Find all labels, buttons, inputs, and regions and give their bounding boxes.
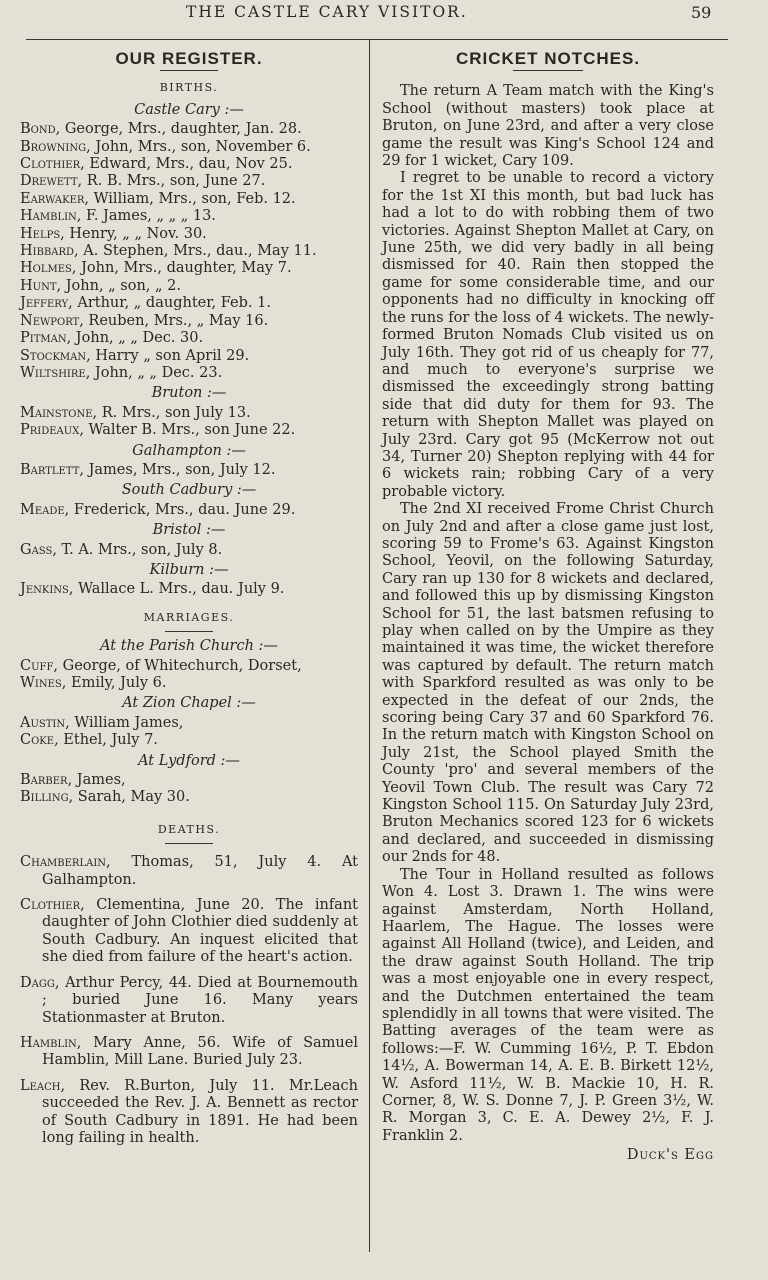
entry-details: Ethel, July 7. (58, 732, 158, 749)
entry-details: George, Mrs., daughter, Jan. 28. (60, 121, 302, 138)
entry-details: James, (72, 772, 126, 789)
register-entry (20, 295, 358, 312)
births-heading: BIRTHS. (159, 81, 219, 95)
entry-surname: Helps, (20, 225, 65, 242)
register-entry (20, 732, 358, 749)
register-entry (20, 173, 358, 190)
entry-details: Sarah, May 30. (73, 789, 190, 806)
cricket-paragraph: The return A Team match with the King's School (without masters) took place at Bruton, on June 23rd, and after a very close game the result was King's School 124 and 29 for 1 wicket, Cary 109. (382, 83, 714, 170)
entry-surname: Hibbard, (20, 243, 79, 260)
register-entry (20, 789, 358, 806)
register-entry (20, 462, 358, 479)
place-heading: Bruton :— (151, 385, 227, 402)
death-surname: Hamblin, (20, 1034, 82, 1051)
death-details: Rev. R.Burton, July 11. Mr.Leach succeeded the Rev. J. A. Bennett as rector of South Cadbury in 1891. He had been long failing in health. (42, 1077, 358, 1146)
entry-details: R. B. Mrs., son, June 27. (82, 173, 266, 190)
marriages-list (20, 638, 358, 807)
entry-surname: Wiltshire, (20, 364, 91, 381)
entry-surname: Browning, (20, 138, 91, 155)
place-heading: At Zion Chapel :— (122, 695, 256, 712)
register-entry (20, 260, 358, 277)
death-notice (20, 1035, 358, 1070)
death-notice (20, 897, 358, 967)
entry-details: Walter B. Mrs., son June 22. (83, 422, 296, 439)
cricket-title-rule (513, 70, 583, 71)
death-notice (20, 975, 358, 1027)
marriages-rule (165, 631, 213, 632)
entry-details: Henry, „ „ Nov. 30. (64, 225, 207, 242)
register-entry (20, 330, 358, 347)
entry-details: Arthur, „ daughter, Feb. 1. (72, 295, 271, 312)
entry-details: R. Mrs., son July 13. (97, 404, 251, 421)
cricket-paragraph: The 2nd XI received Frome Christ Church on July 2nd and after a close game just lost, scoring 59 to Frome's 63. Against Kingston School, Yeovil, on the following Saturday, Cary ran up 130 for 8 wickets and declared, and followed this up by dismissing Kingston School for 51, the last batsmen refusing to play when called on by the Umpire as they maintained it was time, the wicket therefore was captured by default. The return match with Sparkford resulted as was only to be expected in the defeat of our 2nds, the scoring being Cary 37 and 60 Sparkford 76. In the return match with Kingston School on July 21st, the School played Smith the County 'pro' and several members of the Yeovil Town Club. The result was Cary 72 Kingston School 115. On Saturday July 23rd, Bruton Mechanics scored 123 for 6 wickets and declared, and succeeded in dismissing our 2nds for 48. (382, 501, 714, 866)
place-heading: Kilburn :— (149, 561, 229, 578)
entry-surname: Jeffery, (20, 295, 73, 312)
death-surname: Clothier, (20, 897, 85, 914)
death-details: Thomas, 51, July 4. At Galhampton. (42, 854, 358, 888)
place-heading: Castle Cary :— (134, 101, 244, 118)
cricket-paragraph: The Tour in Holland resulted as follows Won 4. Lost 3. Drawn 1. The wins were against Amsterdam, North Holland, Haarlem, The Hague. The losses were against All Holland (twice), and Leiden, and the draw against South Holland. The trip was a most enjoyable one in every respect, and the Dutchmen entertained the team splendidly in all towns that were visited. The Batting averages of the team were as follows:—F. W. Cumming 16½, P. T. Ebdon 14½, A. Bowerman 14, A. E. B. Birkett 12½, W. Asford 11½, W. B. Mackie 10, H. R. Corner, 8, W. S. Donne 7, J. P. Green 3½, W. R. Morgan 3, C. E. A. Dewey 2½, F. J. Franklin 2. (382, 866, 714, 1144)
death-notice (20, 1078, 358, 1148)
entry-details: Emily, July 6. (66, 675, 167, 691)
entry-surname: Newport, (20, 312, 84, 329)
death-surname: Leach, (20, 1077, 66, 1094)
entry-details: Wallace L. Mrs., dau. July 9. (73, 581, 285, 598)
entry-surname: Holmes, (20, 260, 77, 277)
register-entry (20, 243, 358, 260)
place-heading: At Lydford :— (138, 752, 240, 769)
entry-surname: Meade, (20, 501, 70, 518)
entry-surname: Hamblin, (20, 208, 82, 225)
entry-details: John, Mrs., son, November 6. (90, 138, 311, 155)
register-entry (20, 191, 358, 208)
entry-details: Reuben, Mrs., „ May 16. (83, 312, 269, 329)
entry-surname: Wines, (20, 675, 67, 691)
death-notice (20, 854, 358, 889)
register-title: OUR REGISTER. (115, 49, 263, 68)
place-heading: Bristol :— (152, 522, 226, 539)
death-details: Clementina, June 20. The infant daughter of John Clothier died suddenly at South Cadbury. An inquest elicited that she died from failure of the heart's action. (42, 897, 358, 966)
entry-details: F. James, „ „ „ 13. (81, 208, 216, 225)
death-surname: Dagg, (20, 974, 60, 991)
entry-details: John, „ „ Dec. 23. (90, 364, 223, 381)
entry-surname: Drewett, (20, 173, 83, 190)
title-rule (160, 70, 218, 71)
place-heading: At the Parish Church :— (100, 638, 278, 655)
register-entry (20, 542, 358, 559)
register-entry (20, 658, 358, 675)
entry-details: William James, (69, 714, 184, 731)
register-entry (20, 226, 358, 243)
top-rule (26, 39, 728, 40)
entry-surname: Bartlett, (20, 461, 84, 478)
page-number: 59 (691, 3, 712, 22)
place-heading: South Cadbury :— (121, 482, 257, 499)
register-entry (20, 278, 358, 295)
entry-surname: Pitman, (20, 330, 72, 347)
entry-surname: Bond, (20, 121, 61, 138)
entry-details: T. A. Mrs., son, July 8. (56, 541, 223, 558)
cricket-article (382, 83, 714, 1145)
register-entry (20, 348, 358, 365)
register-entry (20, 139, 358, 156)
entry-details: Frederick, Mrs., dau. June 29. (69, 501, 296, 518)
entry-details: Edward, Mrs., dau, Nov 25. (84, 156, 293, 173)
marriages-heading: MARRIAGES. (143, 610, 235, 624)
entry-surname: Earwaker, (20, 190, 90, 207)
entry-details: William, Mrs., son, Feb. 12. (89, 190, 296, 207)
death-details: Mary Anne, 56. Wife of Samuel Hamblin, Mill Lane. Buried July 23. (42, 1034, 358, 1069)
entry-surname: Coke, (20, 732, 59, 749)
entry-surname: Stockman, (20, 347, 91, 364)
deaths-rule (165, 843, 213, 844)
register-entry (20, 772, 358, 789)
cricket-paragraph: I regret to be unable to record a victory for the 1st XI this month, but bad luck has had a lot to do with robbing them of two victories. Against Shepton Mallet at Cary, on June 25th, we did very badly in all being dismissed for 40. Rain then stopped the game for some considerable time, and our opponents had no difficulty in knocking off the runs for the loss of 4 wickets. The newly-formed Bruton Nomads Club visited us on July 16th. They got rid of us cheaply for 77, and much to everyone's surprise we dismissed the exceedingly strong batting side that did duty for them for 93. The return with Shepton Mallet was played on July 23rd. Cary got 95 (McKerrow not out 34, Turner 20) Shepton replying with 44 for 6 wickets rain; robbing Cary of a very probable victory. (382, 170, 714, 500)
register-entry (20, 675, 358, 692)
register-entry (20, 581, 358, 598)
entry-details: John, Mrs., daughter, May 7. (76, 260, 292, 277)
entry-surname: Billing, (20, 789, 74, 806)
entry-details: John, „ „ Dec. 30. (71, 330, 204, 347)
column-rule (369, 40, 370, 1252)
entry-details: George, of Whitechurch, Dorset, (58, 657, 302, 674)
running-head: THE CASTLE CARY VISITOR. (186, 3, 468, 21)
death-details: Arthur Percy, 44. Died at Bournemouth ; buried June 16. Many years Stationmaster at Bruton. (42, 974, 358, 1026)
entry-surname: Barber, (20, 772, 73, 789)
death-surname: Chamberlain, (20, 854, 111, 871)
cricket-title: CRICKET NOTCHES. (455, 49, 641, 68)
deaths-list (20, 854, 358, 1147)
entry-surname: Gass, (20, 541, 57, 558)
entry-details: James, Mrs., son, July 12. (83, 461, 276, 478)
entry-surname: Hunt, (20, 277, 62, 294)
signature: Duck's Egg (626, 1147, 714, 1164)
register-entry (20, 156, 358, 173)
births-list (20, 102, 358, 599)
register-entry (20, 422, 358, 439)
entry-surname: Cuff, (20, 657, 59, 674)
entry-surname: Prideaux, (20, 422, 84, 439)
deaths-heading: DEATHS. (157, 822, 221, 836)
register-entry (20, 715, 358, 732)
entry-surname: Mainstone, (20, 404, 98, 421)
register-entry (20, 502, 358, 519)
entry-details: John, „ son, „ 2. (61, 277, 181, 294)
register-entry (20, 208, 358, 225)
register-entry (20, 121, 358, 138)
register-column (20, 46, 358, 1155)
entry-surname: Clothier, (20, 156, 85, 173)
register-entry (20, 313, 358, 330)
place-heading: Galhampton :— (132, 442, 246, 459)
entry-details: A. Stephen, Mrs., dau., May 11. (78, 243, 317, 260)
entry-surname: Jenkins, (20, 581, 74, 598)
entry-surname: Austin, (20, 714, 70, 731)
cricket-column (382, 46, 714, 1165)
entry-details: Harry „ son April 29. (90, 347, 250, 364)
register-entry (20, 365, 358, 382)
register-entry (20, 405, 358, 422)
